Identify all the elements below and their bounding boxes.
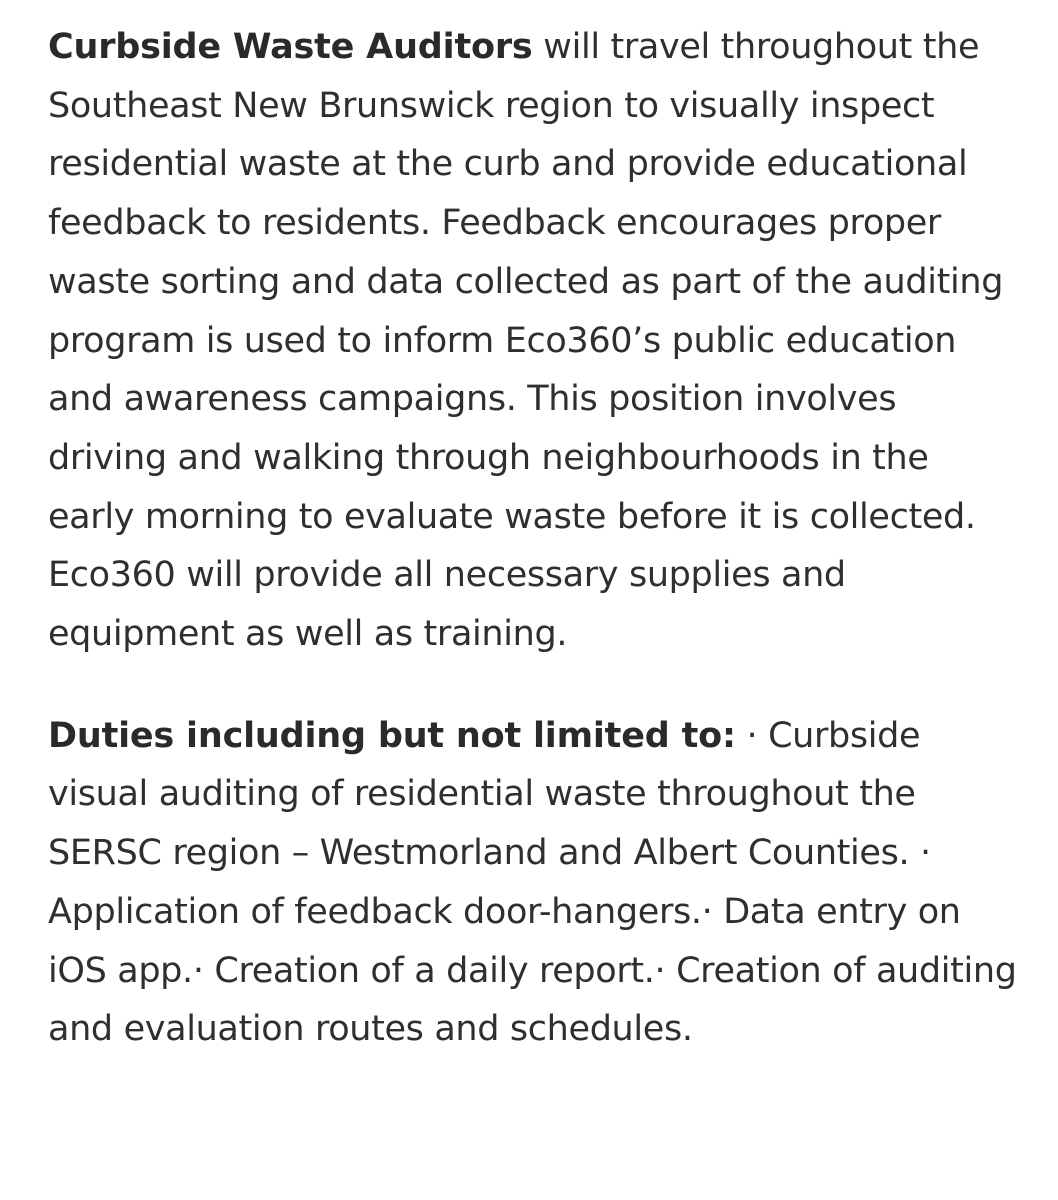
intro-paragraph [48, 18, 1018, 664]
duties-body: · Curbside visual auditing of residential waste throughout the SERSC region – Westmorland and Albert Counties. · Application of feedback door-hangers.· Data entry on iOS app.· Creation of a daily report.· Creation of auditing and evaluation routes and schedules. [48, 715, 1017, 1050]
duties-heading: Duties including but not limited to: [48, 715, 736, 756]
article-text [48, 18, 1018, 1102]
intro-heading: Curbside Waste Auditors [48, 27, 533, 67]
duties-paragraph [48, 707, 1018, 1059]
intro-body: will travel throughout the Southeast New Brunswick region to visually inspect residential waste at the curb and provide educational feedback to residents. Feedback encourages proper waste sorting and data collected as part of the auditing program is used to inform Eco360’s public education and awareness campaigns. This position involves driving and walking through neighbourhoods in the early morning to evaluate waste before it is collected. Eco360 will provide all necessary supplies and equipment as well as training. [48, 27, 1004, 655]
